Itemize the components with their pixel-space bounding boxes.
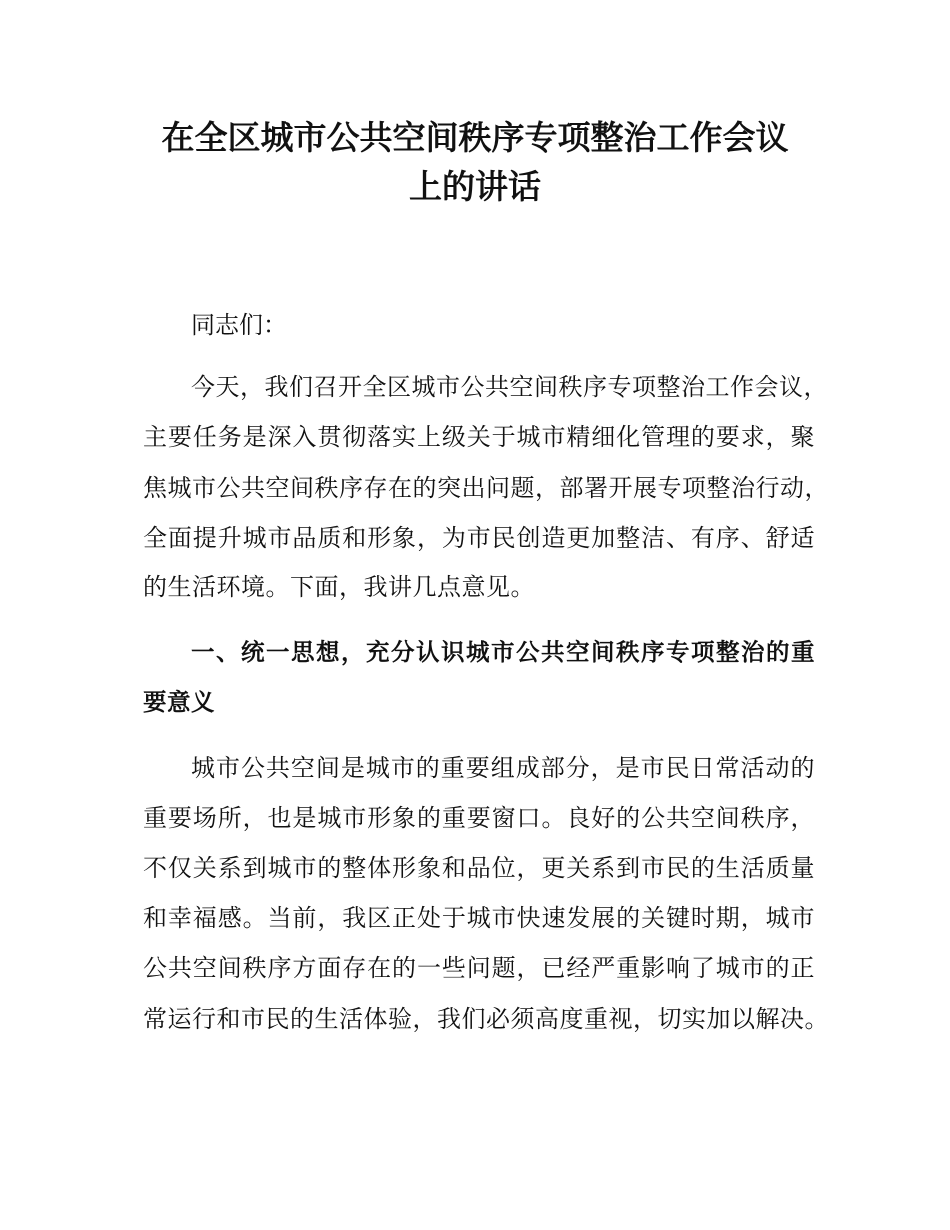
salutation: 同志们： bbox=[191, 311, 287, 339]
section-heading-1-line-1: 一、统一思想，充分认识城市公共空间秩序专项整治的重 bbox=[191, 638, 815, 666]
paragraph-2-line-6: 常运行和市民的生活体验，我们必须高度重视，切实加以解决。 bbox=[143, 1005, 829, 1033]
paragraph-1-line-5: 的生活环境。下面，我讲几点意见。 bbox=[143, 573, 535, 601]
paragraph-1-line-1: 今天，我们召开全区城市公共空间秩序专项整治工作会议， bbox=[191, 373, 828, 401]
paragraph-2-line-4: 和幸福感。当前，我区正处于城市快速发展的关键时期，城市 bbox=[143, 904, 815, 932]
paragraph-2-line-2: 重要场所，也是城市形象的重要窗口。良好的公共空间秩序， bbox=[143, 804, 815, 832]
paragraph-1-line-2: 主要任务是深入贯彻落实上级关于城市精细化管理的要求，聚 bbox=[143, 423, 815, 451]
paragraph-2-line-5: 公共空间秩序方面存在的一些问题，已经严重影响了城市的正 bbox=[143, 954, 815, 982]
paragraph-1-line-4: 全面提升城市品质和形象，为市民创造更加整洁、有序、舒适 bbox=[143, 524, 815, 552]
section-heading-1-line-2: 要意义 bbox=[143, 688, 215, 716]
document-title-line-1: 在全区城市公共空间秩序专项整治工作会议 bbox=[161, 118, 789, 157]
paragraph-1-line-3: 焦城市公共空间秩序存在的突出问题，部署开展专项整治行动， bbox=[143, 474, 829, 502]
paragraph-2-line-3: 不仅关系到城市的整体形象和品位，更关系到市民的生活质量 bbox=[143, 854, 815, 882]
paragraph-2-line-1: 城市公共空间是城市的重要组成部分，是市民日常活动的 bbox=[191, 754, 815, 782]
document-title-line-2: 上的讲话 bbox=[409, 167, 541, 206]
